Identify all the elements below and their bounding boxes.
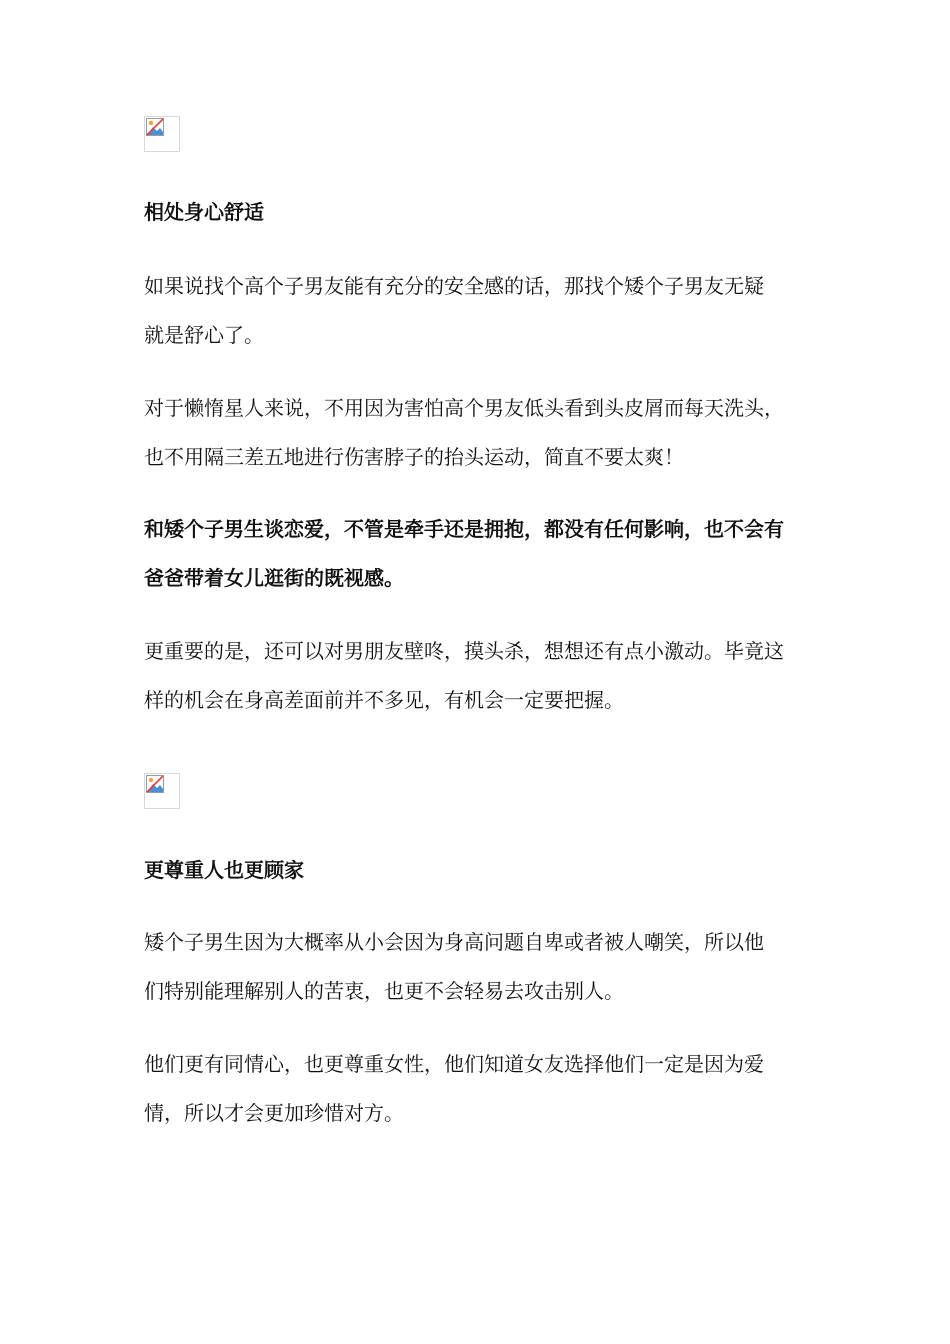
text-line: 矮个子男生因为大概率从小会因为身高问题自卑或者被人嘲笑，所以他 — [144, 930, 764, 954]
text-line: 更重要的是，还可以对男朋友壁咚，摸头杀，想想还有点小激动。毕竟这 — [144, 639, 784, 663]
text-line: 如果说找个高个子男友能有充分的安全感的话，那找个矮个子男友无疑 — [144, 274, 764, 298]
paragraph — [144, 918, 824, 1016]
text-line: 爸爸带着女儿逛街的既视感。 — [144, 566, 404, 590]
paragraph — [144, 384, 824, 482]
paragraph — [144, 627, 824, 725]
text-line: 也不用隔三差五地进行伤害脖子的抬头运动，简直不要太爽！ — [144, 445, 684, 469]
section-heading: 相处身心舒适 — [144, 200, 264, 224]
bold-paragraph — [144, 505, 824, 603]
text-line: 情，所以才会更加珍惜对方。 — [144, 1101, 404, 1125]
paragraph — [144, 262, 824, 360]
section-heading: 更尊重人也更顾家 — [144, 858, 304, 882]
broken-image-icon — [144, 116, 180, 152]
text-line: 他们更有同情心，也更尊重女性，他们知道女友选择他们一定是因为爱 — [144, 1052, 764, 1076]
text-line: 们特别能理解别人的苦衷，也更不会轻易去攻击别人。 — [144, 979, 624, 1003]
text-line: 样的机会在身高差面前并不多见，有机会一定要把握。 — [144, 688, 624, 712]
text-line: 和矮个子男生谈恋爱，不管是牵手还是拥抱，都没有任何影响，也不会有 — [144, 517, 784, 541]
broken-image-icon — [144, 773, 180, 809]
text-line: 对于懒惰星人来说，不用因为害怕高个男友低头看到头皮屑而每天洗头， — [144, 396, 784, 420]
paragraph — [144, 1040, 824, 1138]
text-line: 就是舒心了。 — [144, 323, 264, 347]
